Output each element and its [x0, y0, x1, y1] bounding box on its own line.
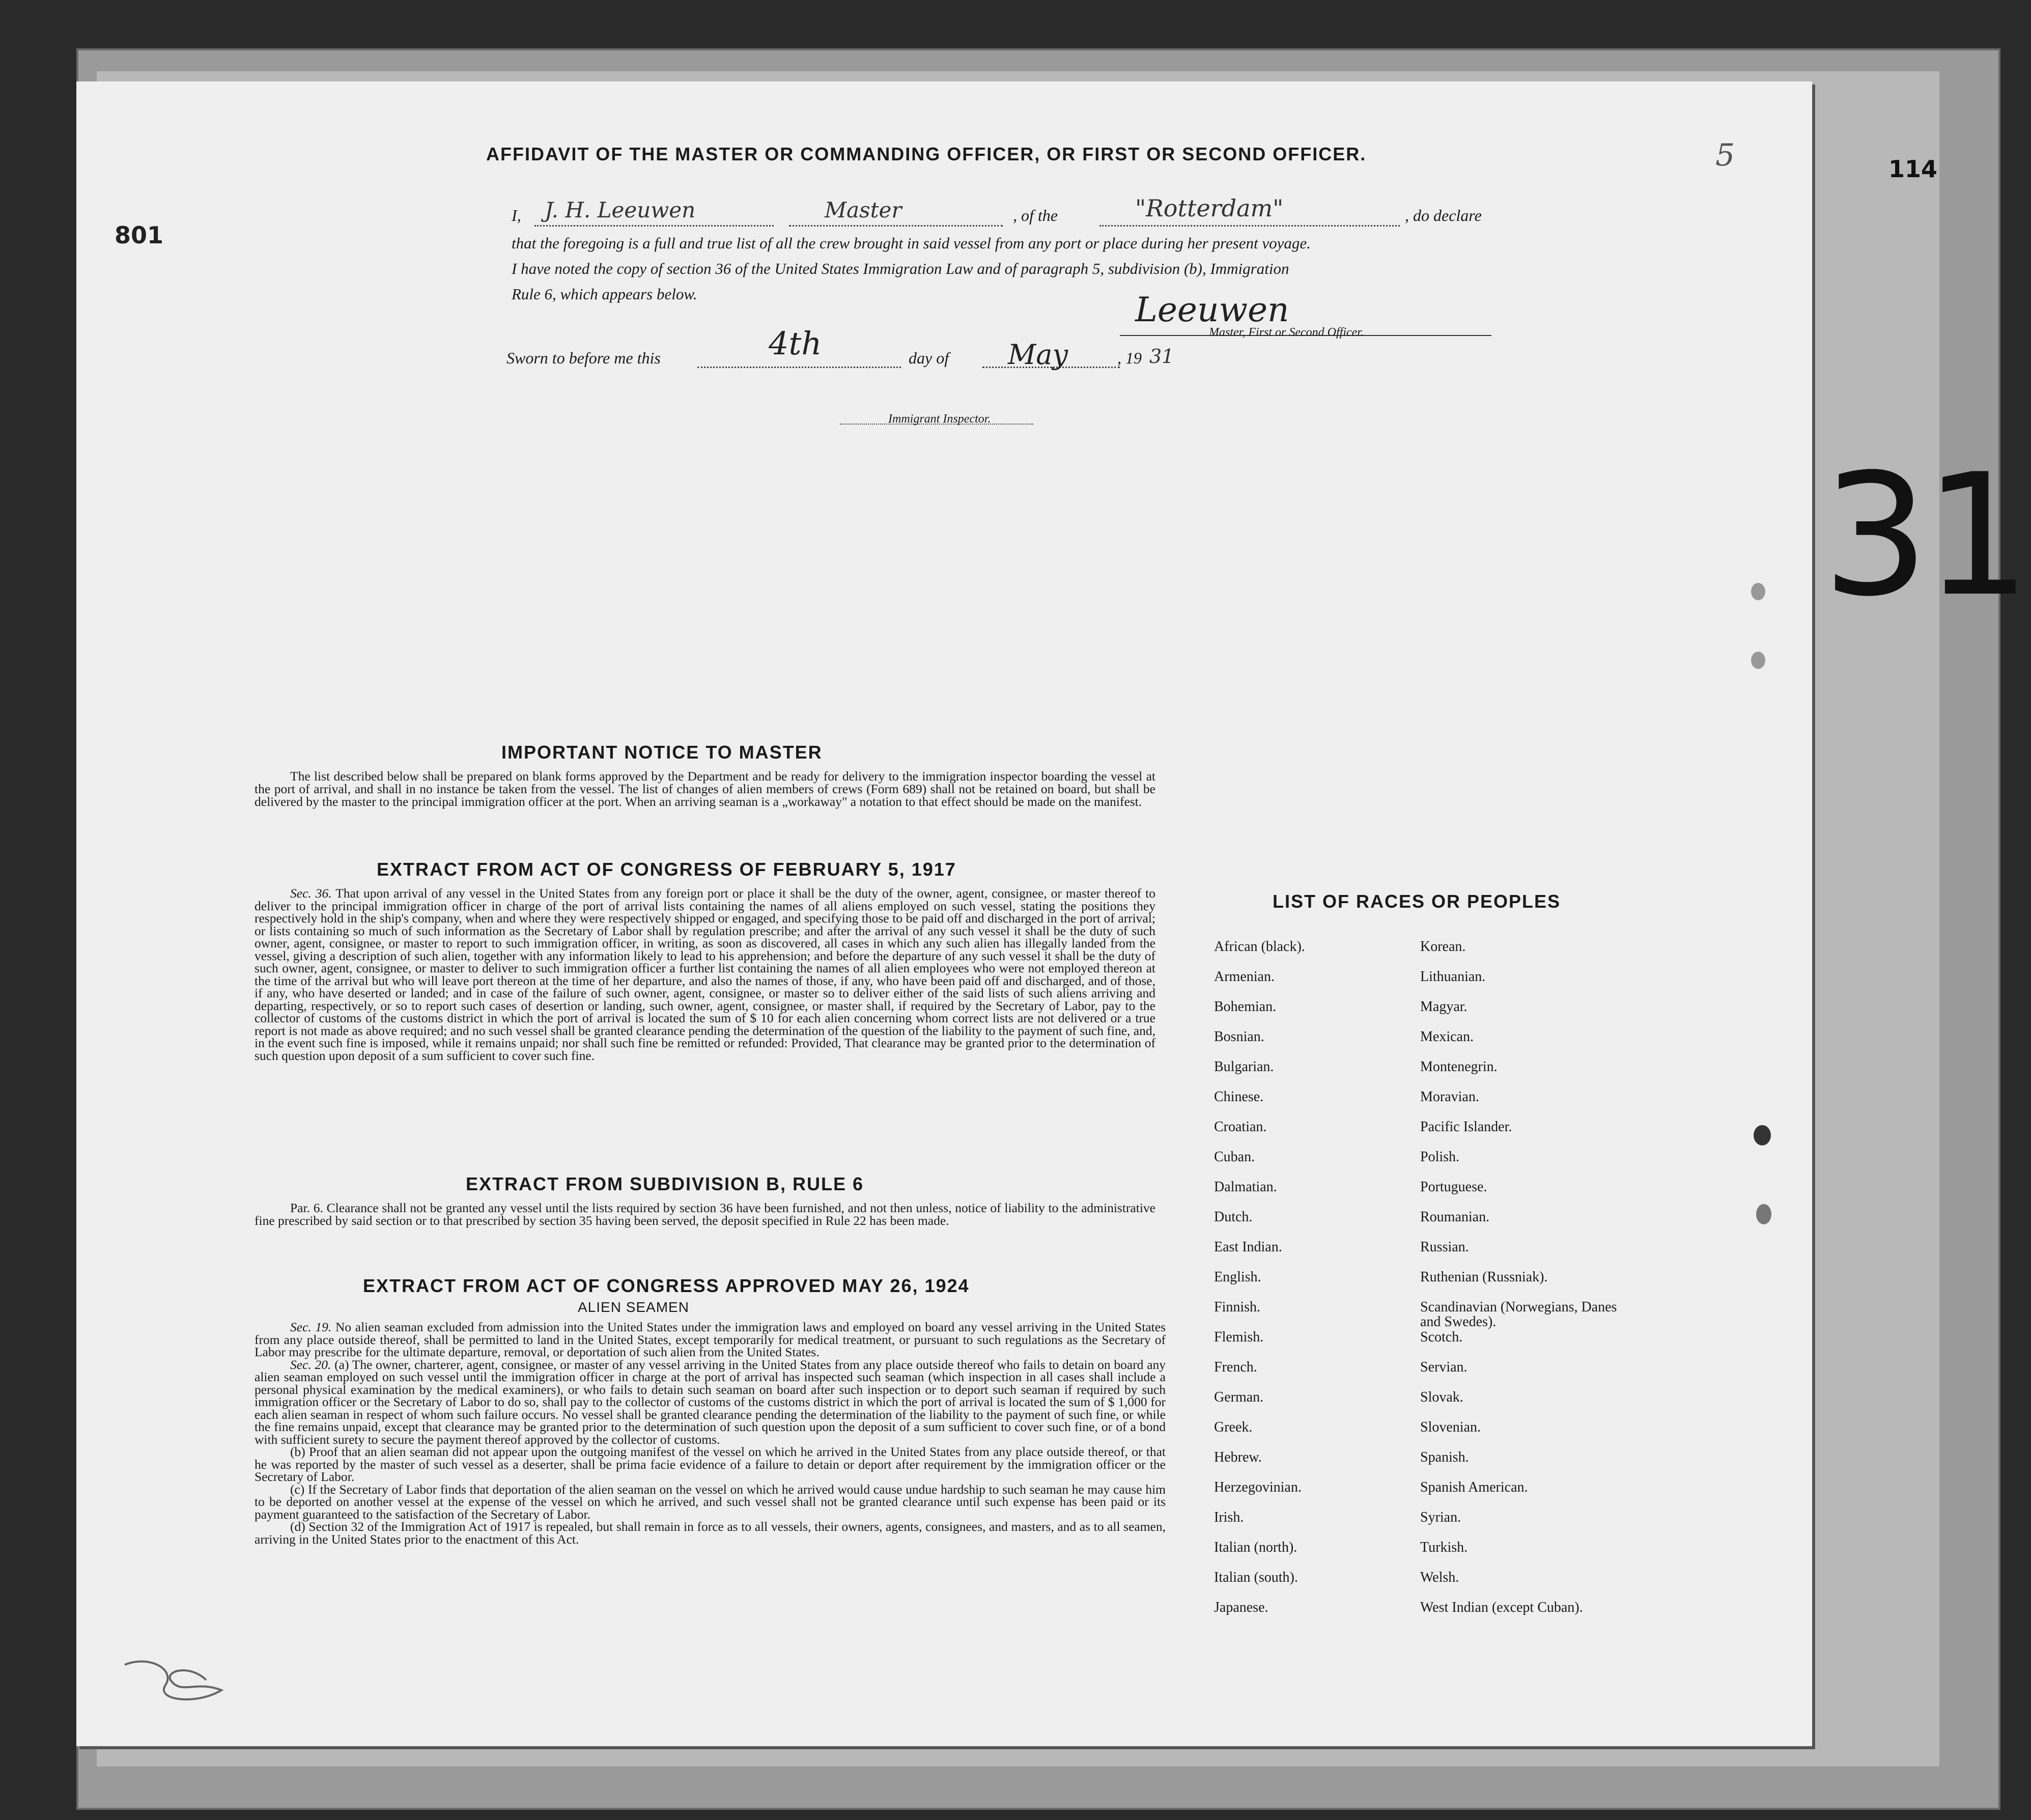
race-item: Bohemian. [1214, 999, 1277, 1015]
race-item: Finnish. [1214, 1299, 1261, 1315]
race-item: Italian (north). [1214, 1539, 1297, 1555]
affidavit-line-4: Rule 6, which appears below. [512, 285, 697, 303]
right-page-number: 114 [1888, 155, 1938, 183]
rank-field-line [789, 225, 1003, 227]
race-item: Korean. [1420, 939, 1466, 955]
race-item: Hebrew. [1214, 1449, 1262, 1465]
subdivision-text: Par. 6. Clearance shall not be granted any vessel until the lists required by section 36 have been furnished, and not then unless, notice of liability to the administrative fine prescribed by said section or to that prescribed by section 35 having been served, the deposit specified in Rule 22 has been made. [255, 1200, 1155, 1228]
sworn-month: May [1008, 339, 1068, 371]
affidavit-page [76, 81, 1812, 1746]
race-item: Scandinavian (Norwegians, Danes and Swedes). [1420, 1299, 1617, 1330]
do-declare-text: , do declare [1405, 206, 1482, 225]
race-item: Russian. [1420, 1239, 1469, 1255]
affidavit-line-2: that the foregoing is a full and true list of all the crew brought in said vessel from any port or place during her present voyage. [512, 234, 1311, 252]
day-of-text: day of [909, 349, 949, 367]
punch-hole [1756, 1204, 1771, 1224]
sworn-text: Sworn to before me this [506, 349, 661, 367]
race-item: Pacific Islander. [1420, 1119, 1512, 1135]
sec19-text: No alien seaman excluded from admission into the United States under the immigration laws and employed on board any vessel arriving in the United States from any place outside thereof, shall be permitted to land in the United States, except temporarily for medical treatment, or pursuant to such regulations as the Secretary of Labor may prescribe for the ultimate departure, removal, or deportation of such alien from the United States. [255, 1320, 1166, 1359]
race-item: Dutch. [1214, 1209, 1253, 1225]
race-item: Croatian. [1214, 1119, 1267, 1135]
race-item: Mexican. [1420, 1029, 1474, 1045]
race-item: Servian. [1420, 1359, 1468, 1375]
year-prefix: , 19 [1117, 349, 1142, 367]
big-handwritten-number: 31 [1822, 438, 2026, 633]
master-signature: Leeuwen [1135, 290, 1289, 329]
races-title: LIST OF RACES OR PEOPLES [1273, 891, 1561, 912]
punch-hole [1751, 583, 1765, 600]
extract-1924-body [255, 1321, 1166, 1546]
race-item: Ruthenian (Russniak). [1420, 1269, 1548, 1285]
race-item: French. [1214, 1359, 1257, 1375]
subdivision-title: EXTRACT FROM SUBDIVISION B, RULE 6 [466, 1173, 864, 1194]
race-item: Dalmatian. [1214, 1179, 1277, 1195]
race-item: Welsh. [1420, 1570, 1459, 1585]
master-rank: Master [825, 198, 902, 222]
race-item: Montenegrin. [1420, 1059, 1498, 1075]
notice-text: The list described below shall be prepared on blank forms approved by the Department and be ready for delivery to the immigration inspector boarding the vessel at the port of arrival, and shall in no instance be taken from the vessel. The list of changes of alien members of crews (Form 689) shall not be retained on board, but shall be delivered by the master to the principal immigration officer at the port. When an arriving seaman is a „workaway" a notation to that effect should be made on the manifest. [255, 769, 1155, 809]
race-item: Portuguese. [1420, 1179, 1487, 1195]
of-the-text: , of the [1013, 206, 1058, 225]
race-item: Spanish American. [1420, 1479, 1528, 1495]
races-column-1 [1214, 939, 1407, 1630]
day-field-line [697, 367, 901, 368]
race-item: Flemish. [1214, 1329, 1264, 1345]
sec20a-text: (a) The owner, charterer, agent, consignee, or master of any vessel arriving in the United States from any place outside thereof who fails to detain on board any alien seaman employed on such vessel until the immigration officer in charge at the port of arrival has inspected such seaman (which inspection in all cases shall include a personal physical examination by the medical examiners), or who fails to detain such seaman on board after such inspection or to deport such seaman if required by such immigration officer or the Secretary of Labor to do so, shall pay to the collector of customs of the customs district in which the port of arrival is located the sum of $ 1,000 for each alien seaman in respect of whom such failure occurs. No vessel shall be granted clearance pending the determination of the liability to the payment of such fine, or while the fine remains unpaid, except that clearance may be granted prior to the determination of such question upon the deposit of a sum sufficient to cover such fine, or of a bond with sufficient surety to secure the payment thereof approved by the collector of customs. [255, 1357, 1166, 1447]
sec36-label: Sec. 36. [290, 886, 332, 901]
sec20c-paragraph: (c) If the Secretary of Labor finds that deportation of the alien seaman on the vessel on which he arrived would cause undue hardship to such seaman he may cause him to be deported on another vessel at the expense of the vessel on which he arrived, and such vessel shall not be granted clearance until such expense has been paid or its payment guaranteed to the satisfaction of the Secretary of Labor. [255, 1481, 1166, 1522]
affidavit-i: I, [512, 206, 521, 225]
punch-hole [1751, 652, 1765, 669]
affidavit-title: AFFIDAVIT OF THE MASTER OR COMMANDING OFFICER, OR FIRST OR SECOND OFFICER. [486, 144, 1367, 164]
race-item: Cuban. [1214, 1149, 1255, 1165]
sec19-label: Sec. 19. [290, 1320, 332, 1334]
race-item: Bosnian. [1214, 1029, 1264, 1045]
sec20b-paragraph: (b) Proof that an alien seaman did not appear upon the outgoing manifest of the vessel on which he arrived in the United States from any place outside thereof, or that he was reported by the master of such vessel as a deserter, shall be prima facie evidence of a failure to detain or deport after requirement by the immigration officer or the Secretary of Labor. [255, 1444, 1166, 1484]
punch-hole [1754, 1125, 1771, 1145]
race-item: Bulgarian. [1214, 1059, 1274, 1075]
vessel-name: "Rotterdam" [1135, 194, 1284, 222]
race-item: Syrian. [1420, 1509, 1461, 1525]
race-item: African (black). [1214, 939, 1305, 955]
race-item: Italian (south). [1214, 1570, 1298, 1585]
race-item: Polish. [1420, 1149, 1460, 1165]
vessel-field-line [1099, 225, 1400, 227]
sec20d-paragraph: (d) Section 32 of the Immigration Act of 1917 is repealed, but shall remain in force as to all vessels, their owners, agents, consignees, and masters, and as to all seamen, arriving in the United States prior to the enactment of this Act. [255, 1519, 1166, 1547]
race-item: Armenian. [1214, 969, 1275, 985]
race-item: Greek. [1214, 1419, 1253, 1435]
race-item: English. [1214, 1269, 1261, 1285]
race-item: Magyar. [1420, 999, 1468, 1015]
extract-1924-title: EXTRACT FROM ACT OF CONGRESS APPROVED MAY 26, 1924 [363, 1275, 970, 1296]
master-name: J. H. Leeuwen [545, 198, 696, 222]
race-item: Turkish. [1420, 1539, 1468, 1555]
race-item: Spanish. [1420, 1449, 1469, 1465]
extract-1924-subtitle: ALIEN SEAMEN [578, 1299, 689, 1315]
extract-1917-body [255, 887, 1155, 1062]
race-item: Roumanian. [1420, 1209, 1490, 1225]
sec20a-paragraph [255, 1359, 1166, 1446]
race-item: Herzegovinian. [1214, 1479, 1302, 1495]
race-item: Slovenian. [1420, 1419, 1481, 1435]
sec19-paragraph [255, 1321, 1166, 1359]
pencil-scribble [120, 1649, 232, 1711]
sec36-text: That upon arrival of any vessel in the United States from any foreign port or place it shall be the duty of the owner, agent, consignee, or master thereof to deliver to the principal immigration officer in charge of the port of arrival lists containing the names of all aliens employed on such vessel, stating the positions they respectively hold in the ship's company, when and where they were respectively shipped or engaged, and specifying those to be paid off and discharged in the port of arrival; or lists containing so much of such information as the Secretary of Labor shall by regulation prescribe; and after the arrival of any such vessel it shall be the duty of such owner, agent, consignee, or master to report to such immigration officer, in writing, as soon as discovered, all cases in which any such alien has illegally landed from the vessel, giving a description of such alien, together with any information likely to lead to his apprehension; and before the departure of any such vessel it shall be the duty of such owner, agent, consignee, or master to deliver to such immigration officer a further list containing the names of all alien employees who were not employed thereon at the time of the arrival but who will leave port thereon at the time of her departure, and also the names of those, if any, who have been paid off and discharged, and of those, if any, who have deserted or landed; and in case of the failure of such owner, agent, consignee, or master so to deliver either of the said lists of such aliens arriving and departing, respectively, or so to report such cases of desertion or landing, such owner, agent, consignee, or master shall, if required by the Secretary of Labor, pay to the collector of customs of the customs district in which the port of arrival is located the sum of $ 10 for each alien concerning whom correct lists are not delivered or a true report is not made as above required; and no such vessel shall be granted clearance pending the determination of the question of the liability to the payment of such fine, and, in the event such fine is imposed, while it remains unpaid; nor shall such fine be remitted or refunded: Provided, That clearance may be granted prior to the determination of such question upon deposit of a sum sufficient to cover such fine. [255, 886, 1155, 1063]
race-item: Lithuanian. [1420, 969, 1486, 985]
race-item: German. [1214, 1389, 1264, 1405]
race-item: Moravian. [1420, 1089, 1479, 1105]
top-right-mark: 5 [1715, 137, 1735, 173]
race-item: Japanese. [1214, 1600, 1268, 1615]
sec20-label: Sec. 20. [290, 1357, 331, 1372]
race-item: Irish. [1214, 1509, 1244, 1525]
left-margin-number: 801 [115, 221, 164, 249]
races-column-2 [1420, 939, 1634, 1630]
race-item: West Indian (except Cuban). [1420, 1600, 1583, 1615]
race-item: Chinese. [1214, 1089, 1264, 1105]
sworn-day: 4th [769, 325, 822, 362]
notice-title: IMPORTANT NOTICE TO MASTER [501, 742, 823, 763]
signature-caption: Master, First or Second Officer. [1209, 326, 1364, 339]
affidavit-line-3: I have noted the copy of section 36 of the United States Immigration Law and of paragraph 5, subdivision (b), Immigration [512, 260, 1289, 277]
race-item: Scotch. [1420, 1329, 1463, 1345]
sworn-year: 31 [1149, 345, 1174, 368]
name-field-line [534, 225, 774, 227]
race-item: East Indian. [1214, 1239, 1282, 1255]
inspector-caption: Immigrant Inspector. [888, 412, 991, 426]
race-item: Slovak. [1420, 1389, 1463, 1405]
extract-1917-title: EXTRACT FROM ACT OF CONGRESS OF FEBRUARY 5, 1917 [377, 859, 956, 880]
